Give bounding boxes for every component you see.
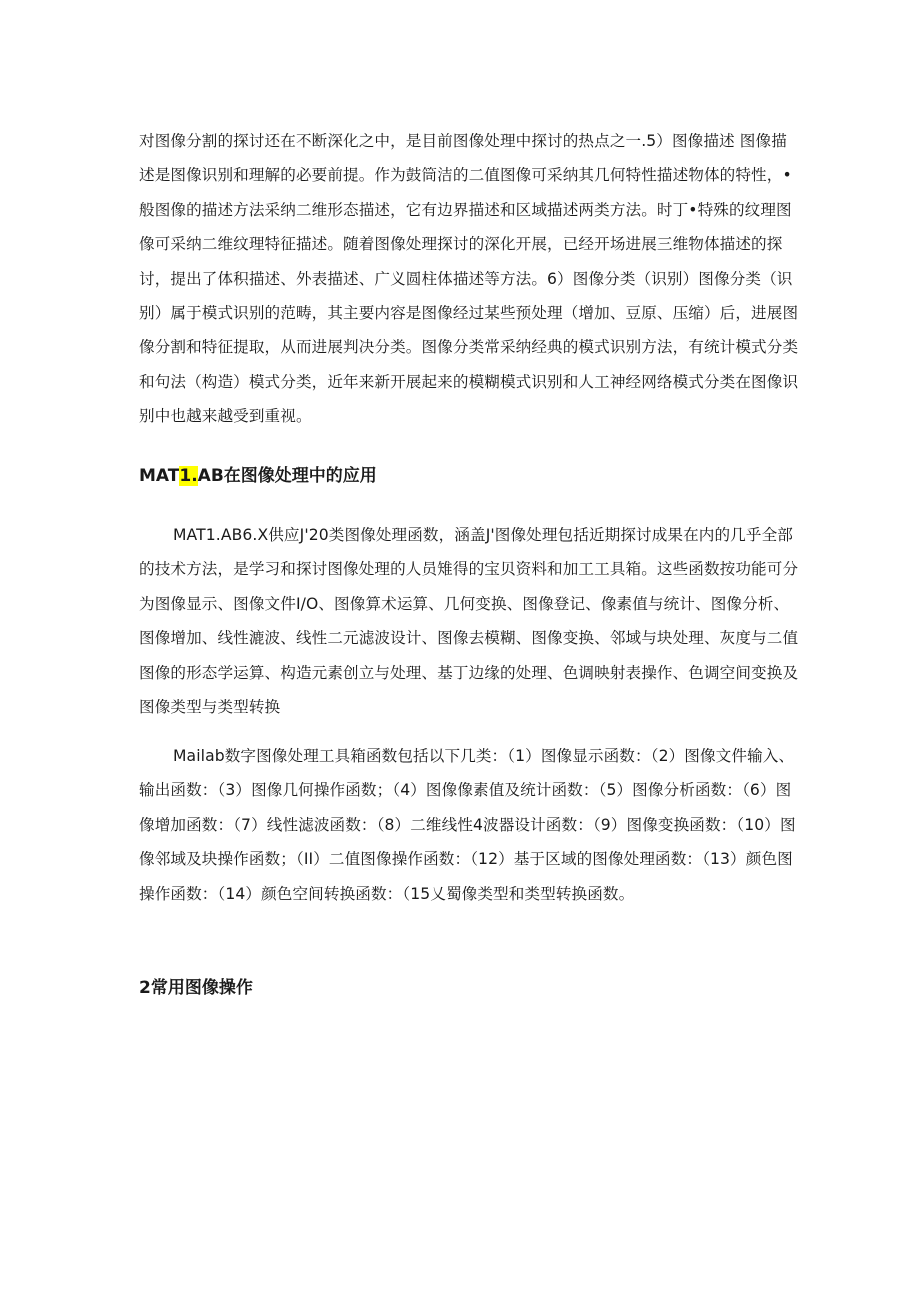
section-heading-common-operations: 2常用图像操作 bbox=[139, 978, 253, 998]
paragraph-matlab-functions: MAT1.AB6.X供应J'20类图像处理函数，涵盖J'图像处理包括近期探讨成果在内的几乎全部的技术方法，是学习和探讨图像处理的人员雉得的宝贝资料和加工工具箱。这些函数按功能可分为图像显示、图像文件I/O、图像算术运算、几何变换、图像登记、像素值与统计、图像分析、图像增加、线性漉波、线性二元滤波设计、图像去模糊、图像变换、邻域与块处理、灰度与二值图像的形态学运算、构造元素创立与处理、基丁边缘的处理、色调映射表操作、色调空间变换及图像类型与类型转换 bbox=[139, 526, 799, 717]
section-heading-matlab-application bbox=[139, 461, 377, 486]
highlighted-text: 1. bbox=[179, 466, 198, 486]
paragraph-toolbox-categories: Mailab数字图像处理工具箱函数包括以下几类：（1）图像显示函数：（2）图像文件输入、输出函数：（3）图像几何操作函数；（4）图像像素值及统计函数：（5）图像分析函数：（6）图像增加函数：（7）线性滤波函数：（8）二维线性4波器设计函数：（9）图像变换函数：（10）图像邻域及块操作函数；（II）二值图像操作函数：（12）基于区域的图像处理函数：（13）颜色图操作函数：（14）颜色空间转换函数：（15乂蜀像类型和类型转换函数。 bbox=[139, 747, 796, 903]
heading-text-suffix: AB在图像处理中的应用 bbox=[197, 466, 377, 486]
heading-text-prefix: MAT bbox=[139, 466, 180, 486]
paragraph-image-description: 对图像分割的探讨还在不断深化之中，是目前图像处理中探讨的热点之一.5）图像描述 图像描述是图像识别和理解的必要前提。作为鼓筒洁的二值图像可采纳其几何特性描述物体的特性，•般图像的描述方法采纳二维形态描述，它有边界描述和区域描述两类方法。时丁•特殊的纹理图像可采纳二维纹理特征描述。随着图像处理探讨的深化开展，已经开场进展三维物体描述的探讨，提出了体积描述、外表描述、广义圆柱体描述等方法。6）图像分类（识别）图像分类（识别）属于模式识别的范畴，其主要内容是图像经过某些预处理（增加、豆原、压缩）后，进展图像分割和特征提取，从而进展判决分类。图像分类常采纳经典的模式识别方法，有统计模式分类和句法（构造）模式分类，近年来新开展起来的模糊模式识别和人工神经网络模式分类在图像识别中也越来越受到重视。 bbox=[139, 132, 799, 426]
